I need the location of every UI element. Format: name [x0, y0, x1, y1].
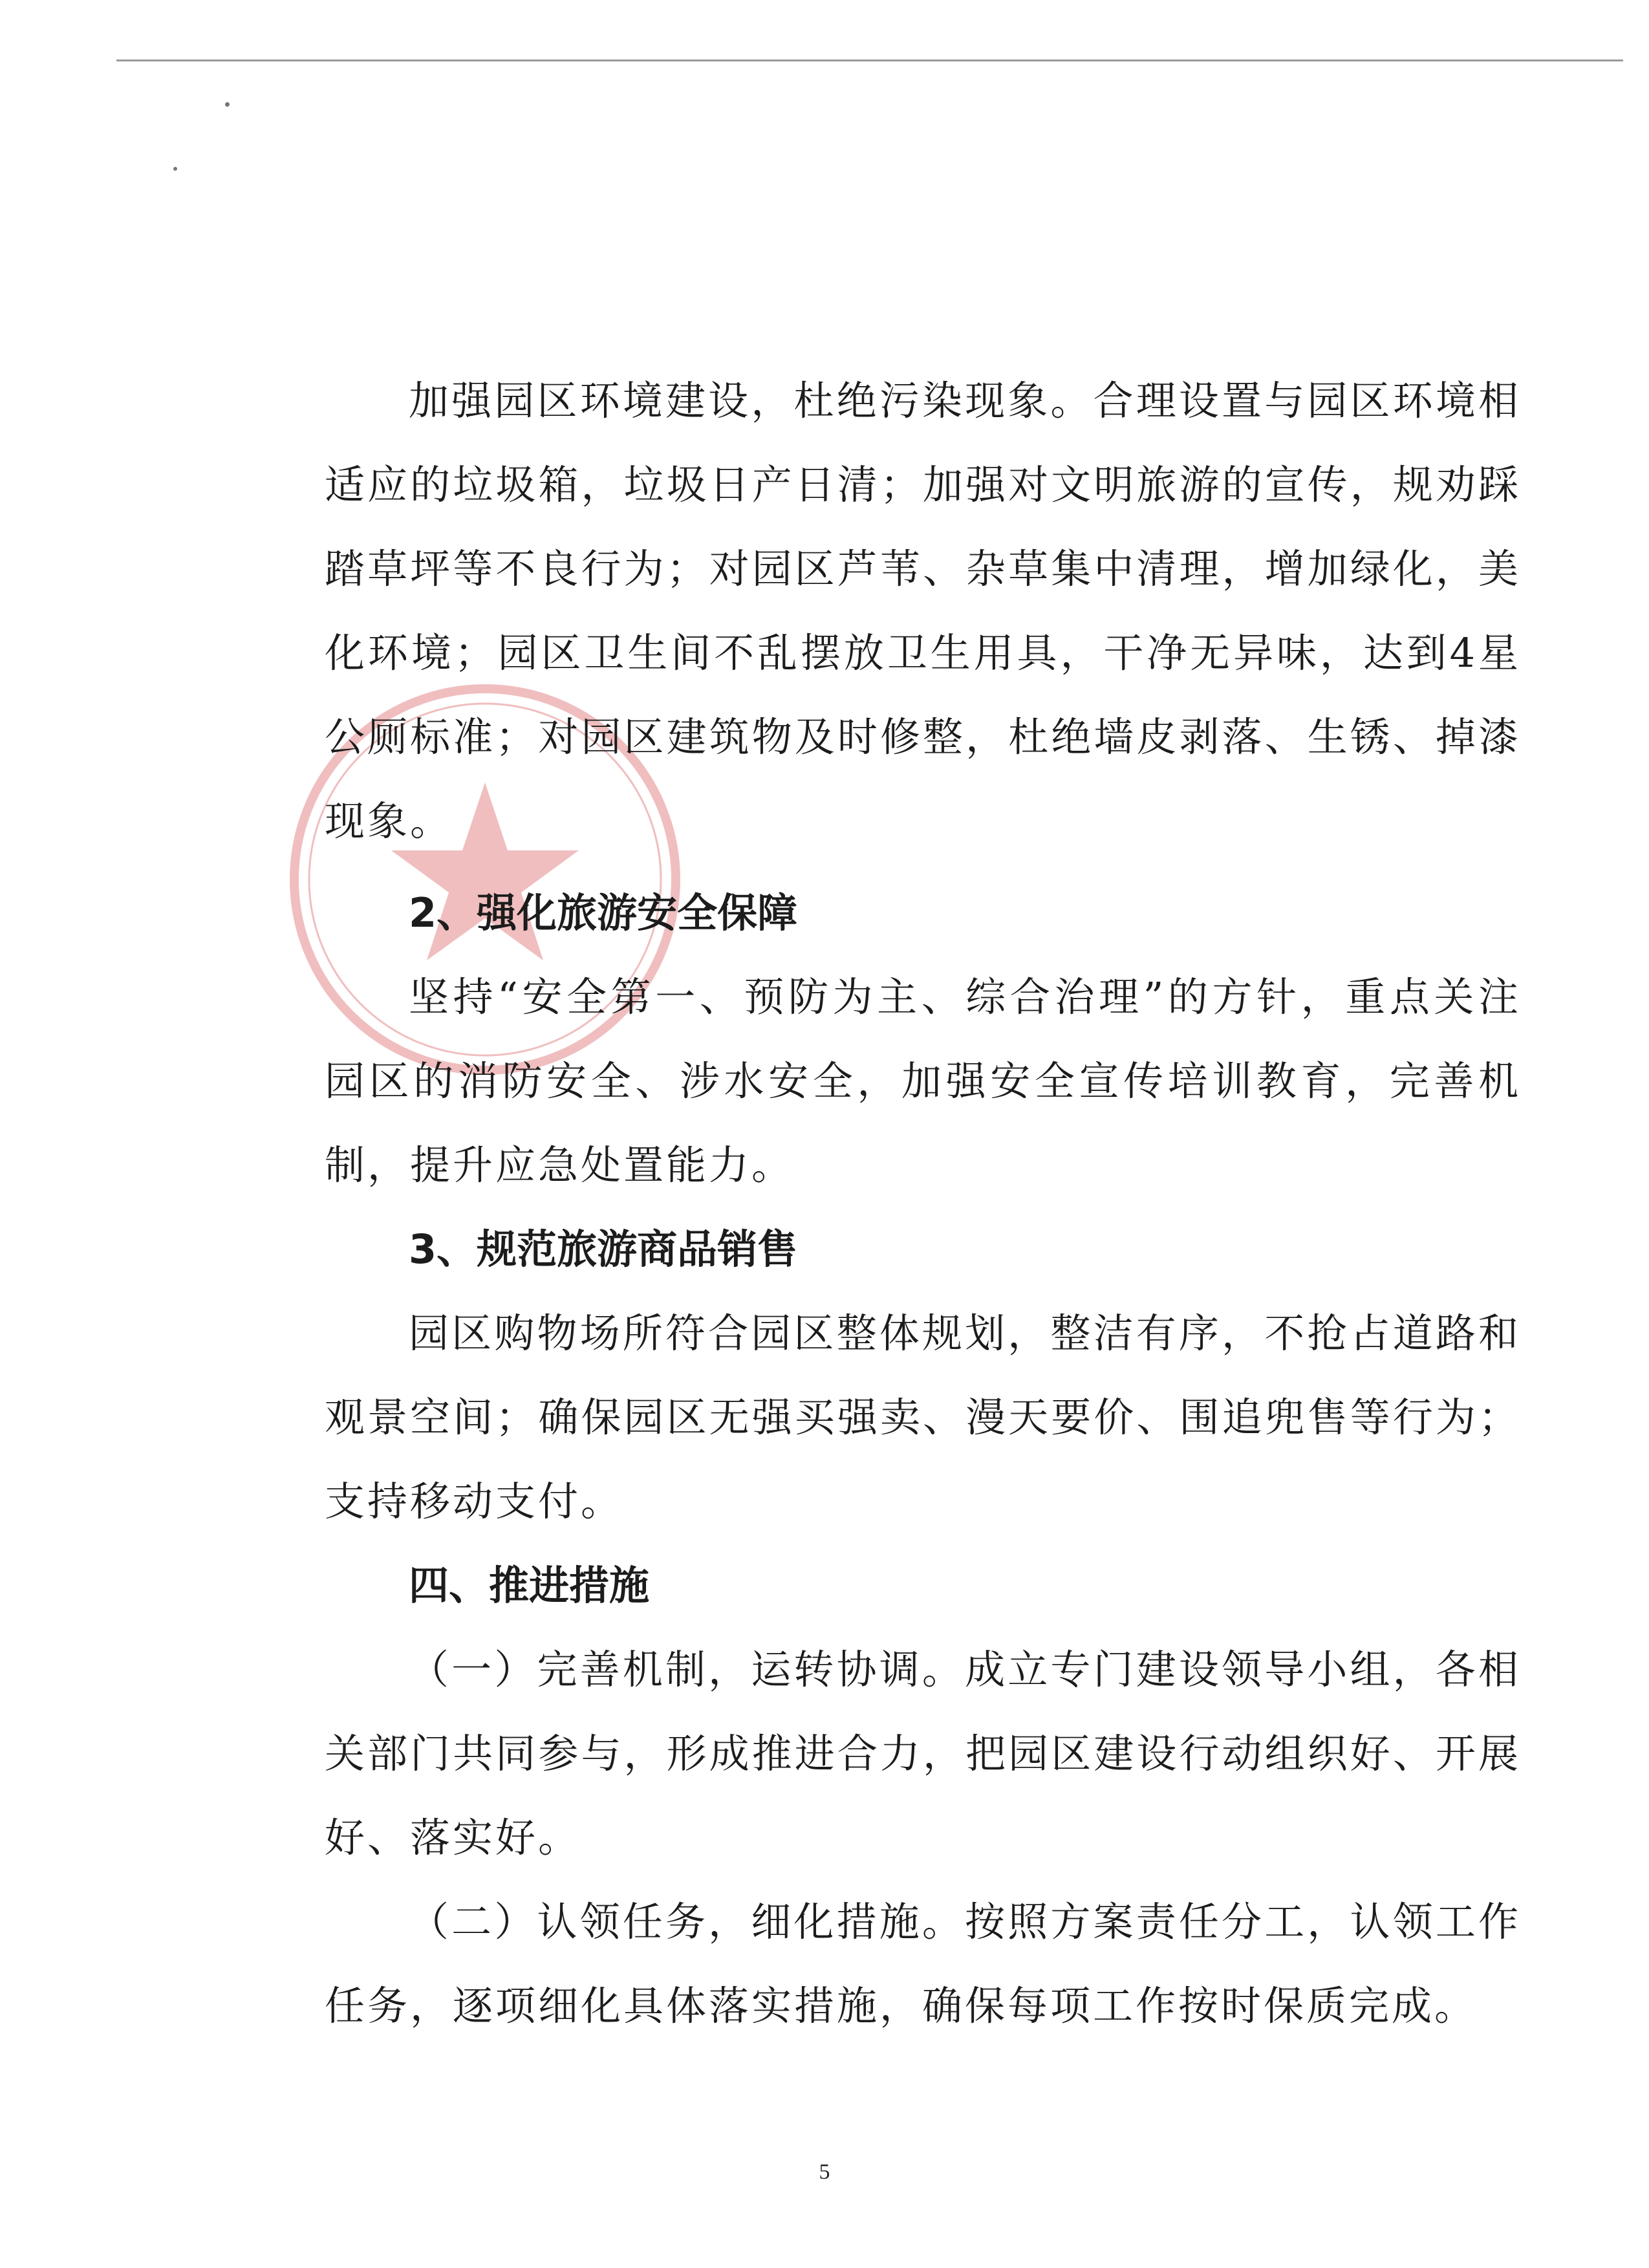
page-number: 5	[819, 2160, 830, 2184]
scan-speck	[225, 102, 230, 107]
top-rule	[116, 59, 1623, 61]
heading-measures: 四、推进措施	[409, 1562, 650, 1609]
heading-commerce: 3、规范旅游商品销售	[409, 1226, 798, 1273]
heading-safety: 2、强化旅游安全保障	[409, 889, 798, 936]
scan-speck	[173, 167, 177, 171]
paragraph-measure-2: （二）认领任务，细化措施。按照方案责任分工，认领工作任务，逐项细化具体落实措施，确保每项工作按时保质完成。	[325, 1898, 1521, 2029]
paragraph-environment: 加强园区环境建设，杜绝污染现象。合理设置与园区环境相适应的垃圾箱，垃圾日产日清；加强对文明旅游的宣传，规劝踩踏草坪等不良行为；对园区芦苇、杂草集中清理，增加绿化，美化环境；园区卫生间不乱摆放卫生用具，干净无异味，达到4星公厕标准；对园区建筑物及时修整，杜绝墙皮剥落、生锈、掉漆现象。	[325, 377, 1521, 845]
paragraph-safety: 坚持“安全第一、预防为主、综合治理”的方针，重点关注园区的消防安全、涉水安全，加强安全宣传培训教育，完善机制，提升应急处置能力。	[325, 973, 1521, 1189]
paragraph-commerce: 园区购物场所符合园区整体规划，整洁有序，不抢占道路和观景空间；确保园区无强买强卖、漫天要价、围追兜售等行为；支持移动支付。	[325, 1310, 1521, 1525]
paragraph-measure-1: （一）完善机制，运转协调。成立专门建设领导小组，各相关部门共同参与，形成推进合力，把园区建设行动组织好、开展好、落实好。	[325, 1646, 1521, 1861]
